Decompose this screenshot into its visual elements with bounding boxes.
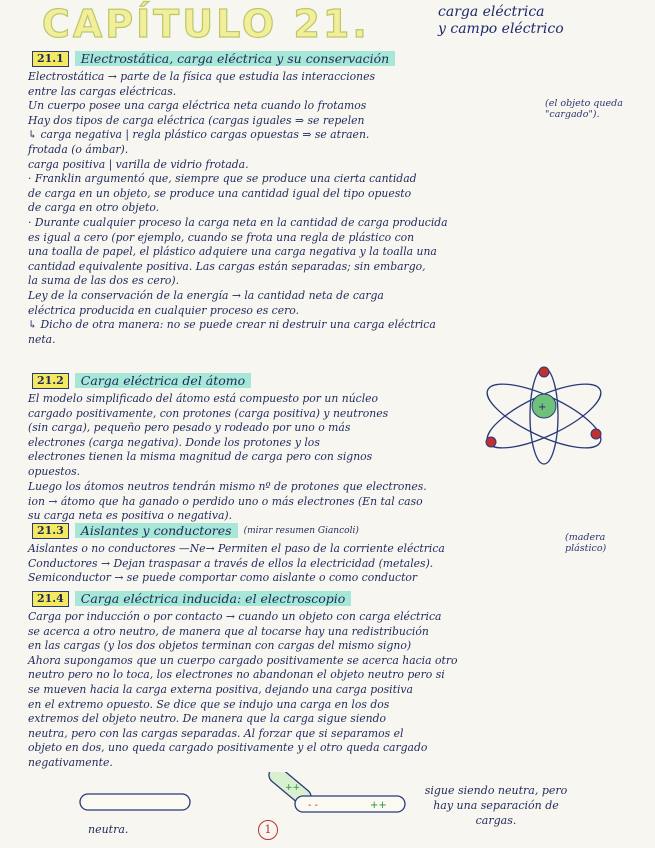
separation-note	[411, 783, 581, 828]
electron	[486, 437, 496, 447]
atom-diagram	[474, 366, 614, 466]
text-line: Conductores → Dejan traspasar a través de ellos la electricidad (metales).	[28, 556, 434, 570]
section-title: Electrostática, carga eléctrica y su conservación	[75, 51, 395, 66]
section-heading-21-4	[32, 590, 351, 607]
section-21-3-body	[28, 542, 445, 586]
text-line: · Franklin argumentó que, siempre que se produce una cierta cantidad	[28, 172, 417, 186]
text-line: eléctrica producida en cualquier proceso es cero.	[28, 303, 300, 317]
separation-note-line: cargas.	[475, 814, 517, 827]
text-line: Ley de la conservación de la energía → la cantidad neta de carga	[28, 288, 384, 302]
text-line: la suma de las dos es cero).	[28, 274, 180, 288]
text-line: Electrostática → parte de la física que estudia las interacciones	[28, 70, 376, 83]
text-line: Semiconductor → se puede comportar como aislante o como conductor	[28, 571, 418, 585]
text-line: objeto en dos, uno queda cargado positivamente y el otro queda cargado	[28, 741, 428, 755]
text-line: (sin carga), pequeño pero pesado y rodeado por uno o más	[28, 421, 351, 435]
section-21-2-body-cont	[28, 480, 427, 524]
electron	[539, 367, 549, 377]
separation-note-line: hay una separación de	[433, 799, 559, 812]
neutral-label: neutra.	[88, 823, 129, 836]
electron	[591, 429, 601, 439]
text-line: Hay dos tipos de carga eléctrica (cargas iguales ⇒ se repelen	[28, 113, 365, 127]
text-line: Aislantes o no conductores —Ne→ Permiten el paso de la corriente eléctrica	[28, 542, 445, 555]
chapter-subtitle	[438, 4, 564, 38]
text-line: es igual a cero (por ejemplo, cuando se frota una regla de plástico con	[28, 230, 415, 244]
section-title: Carga eléctrica inducida: el electroscopio	[75, 591, 352, 606]
page-number: 1	[258, 820, 278, 840]
section-21-1-body	[28, 70, 448, 347]
rod-plus-icon: ++	[370, 800, 387, 811]
text-line: Luego los átomos neutros tendrán mismo nº de protones que electrones.	[28, 480, 427, 493]
nucleus-plus-icon: +	[538, 402, 547, 413]
text-line: neutra, pero con las cargas separadas. Al forzar que si separamos el	[28, 726, 404, 740]
text-line: se mueven hacia la carga externa positiva, dejando una carga positiva	[28, 682, 413, 696]
text-line: cantidad equivalente positiva. Las cargas están separadas; sin embargo,	[28, 259, 426, 273]
induction-sketch	[70, 772, 410, 822]
margin-note-materials: (madera plástico)	[565, 532, 607, 554]
text-line: extremos del objeto neutro. De manera que la carga sigue siendo	[28, 712, 387, 726]
charged-rod-plus-icon: ++	[285, 783, 301, 793]
margin-note-charged: (el objeto queda "cargado").	[545, 98, 623, 120]
text-line: cargado positivamente, con protones (carga positiva) y neutrones	[28, 406, 389, 420]
neutral-rod	[80, 794, 190, 810]
text-line: carga positiva | varilla de vidrio frotada.	[28, 157, 249, 171]
text-line: · Durante cualquier proceso la carga neta en la cantidad de carga producida	[28, 215, 448, 229]
section-title: Carga eléctrica del átomo	[75, 373, 251, 388]
text-line: neutro pero no lo toca, los electrones no abandonan el objeto neutro pero si	[28, 668, 445, 682]
section-21-4-body	[28, 610, 458, 771]
text-line: Carga por inducción o por contacto → cuando un objeto con carga eléctrica	[28, 610, 442, 623]
text-line: de carga en otro objeto.	[28, 201, 160, 215]
text-line: una toalla de papel, el plástico adquiere una carga negativa y la toalla una	[28, 245, 437, 259]
section-heading-21-2	[32, 372, 251, 389]
text-line: su carga neta es positiva o negativa).	[28, 509, 233, 523]
section-21-2-body	[28, 392, 468, 480]
subtitle-line-2: y campo eléctrico	[438, 21, 564, 37]
text-line: en el extremo opuesto. Se dice que se indujo una carga en los dos	[28, 697, 390, 711]
section-title: Aislantes y conductores	[75, 523, 238, 538]
text-line: negativamente.	[28, 755, 113, 769]
separation-note-line: sigue siendo neutra, pero	[424, 784, 568, 797]
text-line: de carga en un objeto, se produce una cantidad igual del tipo opuesto	[28, 186, 412, 200]
text-line: Un cuerpo posee una carga eléctrica neta cuando lo frotamos	[28, 99, 367, 113]
text-line: en las cargas (y los dos objetos terminan con cargas del mismo signo)	[28, 639, 412, 653]
text-line: El modelo simplificado del átomo está compuesto por un núcleo	[28, 392, 379, 405]
text-line: neta.	[28, 332, 56, 346]
section-heading-21-3	[32, 522, 359, 539]
text-line: electrones tienen la misma magnitud de carga pero con signos	[28, 450, 373, 464]
text-line: Ahora supongamos que un cuerpo cargado positivamente se acerca hacia otro	[28, 653, 458, 667]
section-heading-21-1	[32, 50, 395, 67]
rod-minus-icon: - -	[308, 800, 318, 811]
section-number: 21.2	[32, 373, 69, 389]
text-line: ion → átomo que ha ganado o perdido uno o más electrones (En tal caso	[28, 494, 423, 508]
text-line: frotada (o ámbar).	[28, 142, 129, 156]
text-line: electrones (carga negativa). Donde los protones y los	[28, 435, 320, 449]
text-line: ↳ carga negativa | regla plástico cargas opuestas ⇒ se atraen.	[28, 128, 370, 142]
chapter-title: CAPÍTULO 21.	[42, 2, 370, 46]
subtitle-line-1: carga eléctrica	[438, 4, 545, 20]
text-line: opuestos.	[28, 464, 81, 478]
section-number: 21.1	[32, 51, 69, 67]
section-note: (mirar resumen Giancoli)	[243, 525, 359, 536]
section-number: 21.3	[32, 523, 69, 539]
section-number: 21.4	[32, 591, 69, 607]
text-line: entre las cargas eléctricas.	[28, 84, 177, 98]
text-line: se acerca a otro neutro, de manera que al tocarse hay una redistribución	[28, 624, 429, 638]
text-line: ↳ Dicho de otra manera: no se puede crear ni destruir una carga eléctrica	[28, 318, 436, 332]
